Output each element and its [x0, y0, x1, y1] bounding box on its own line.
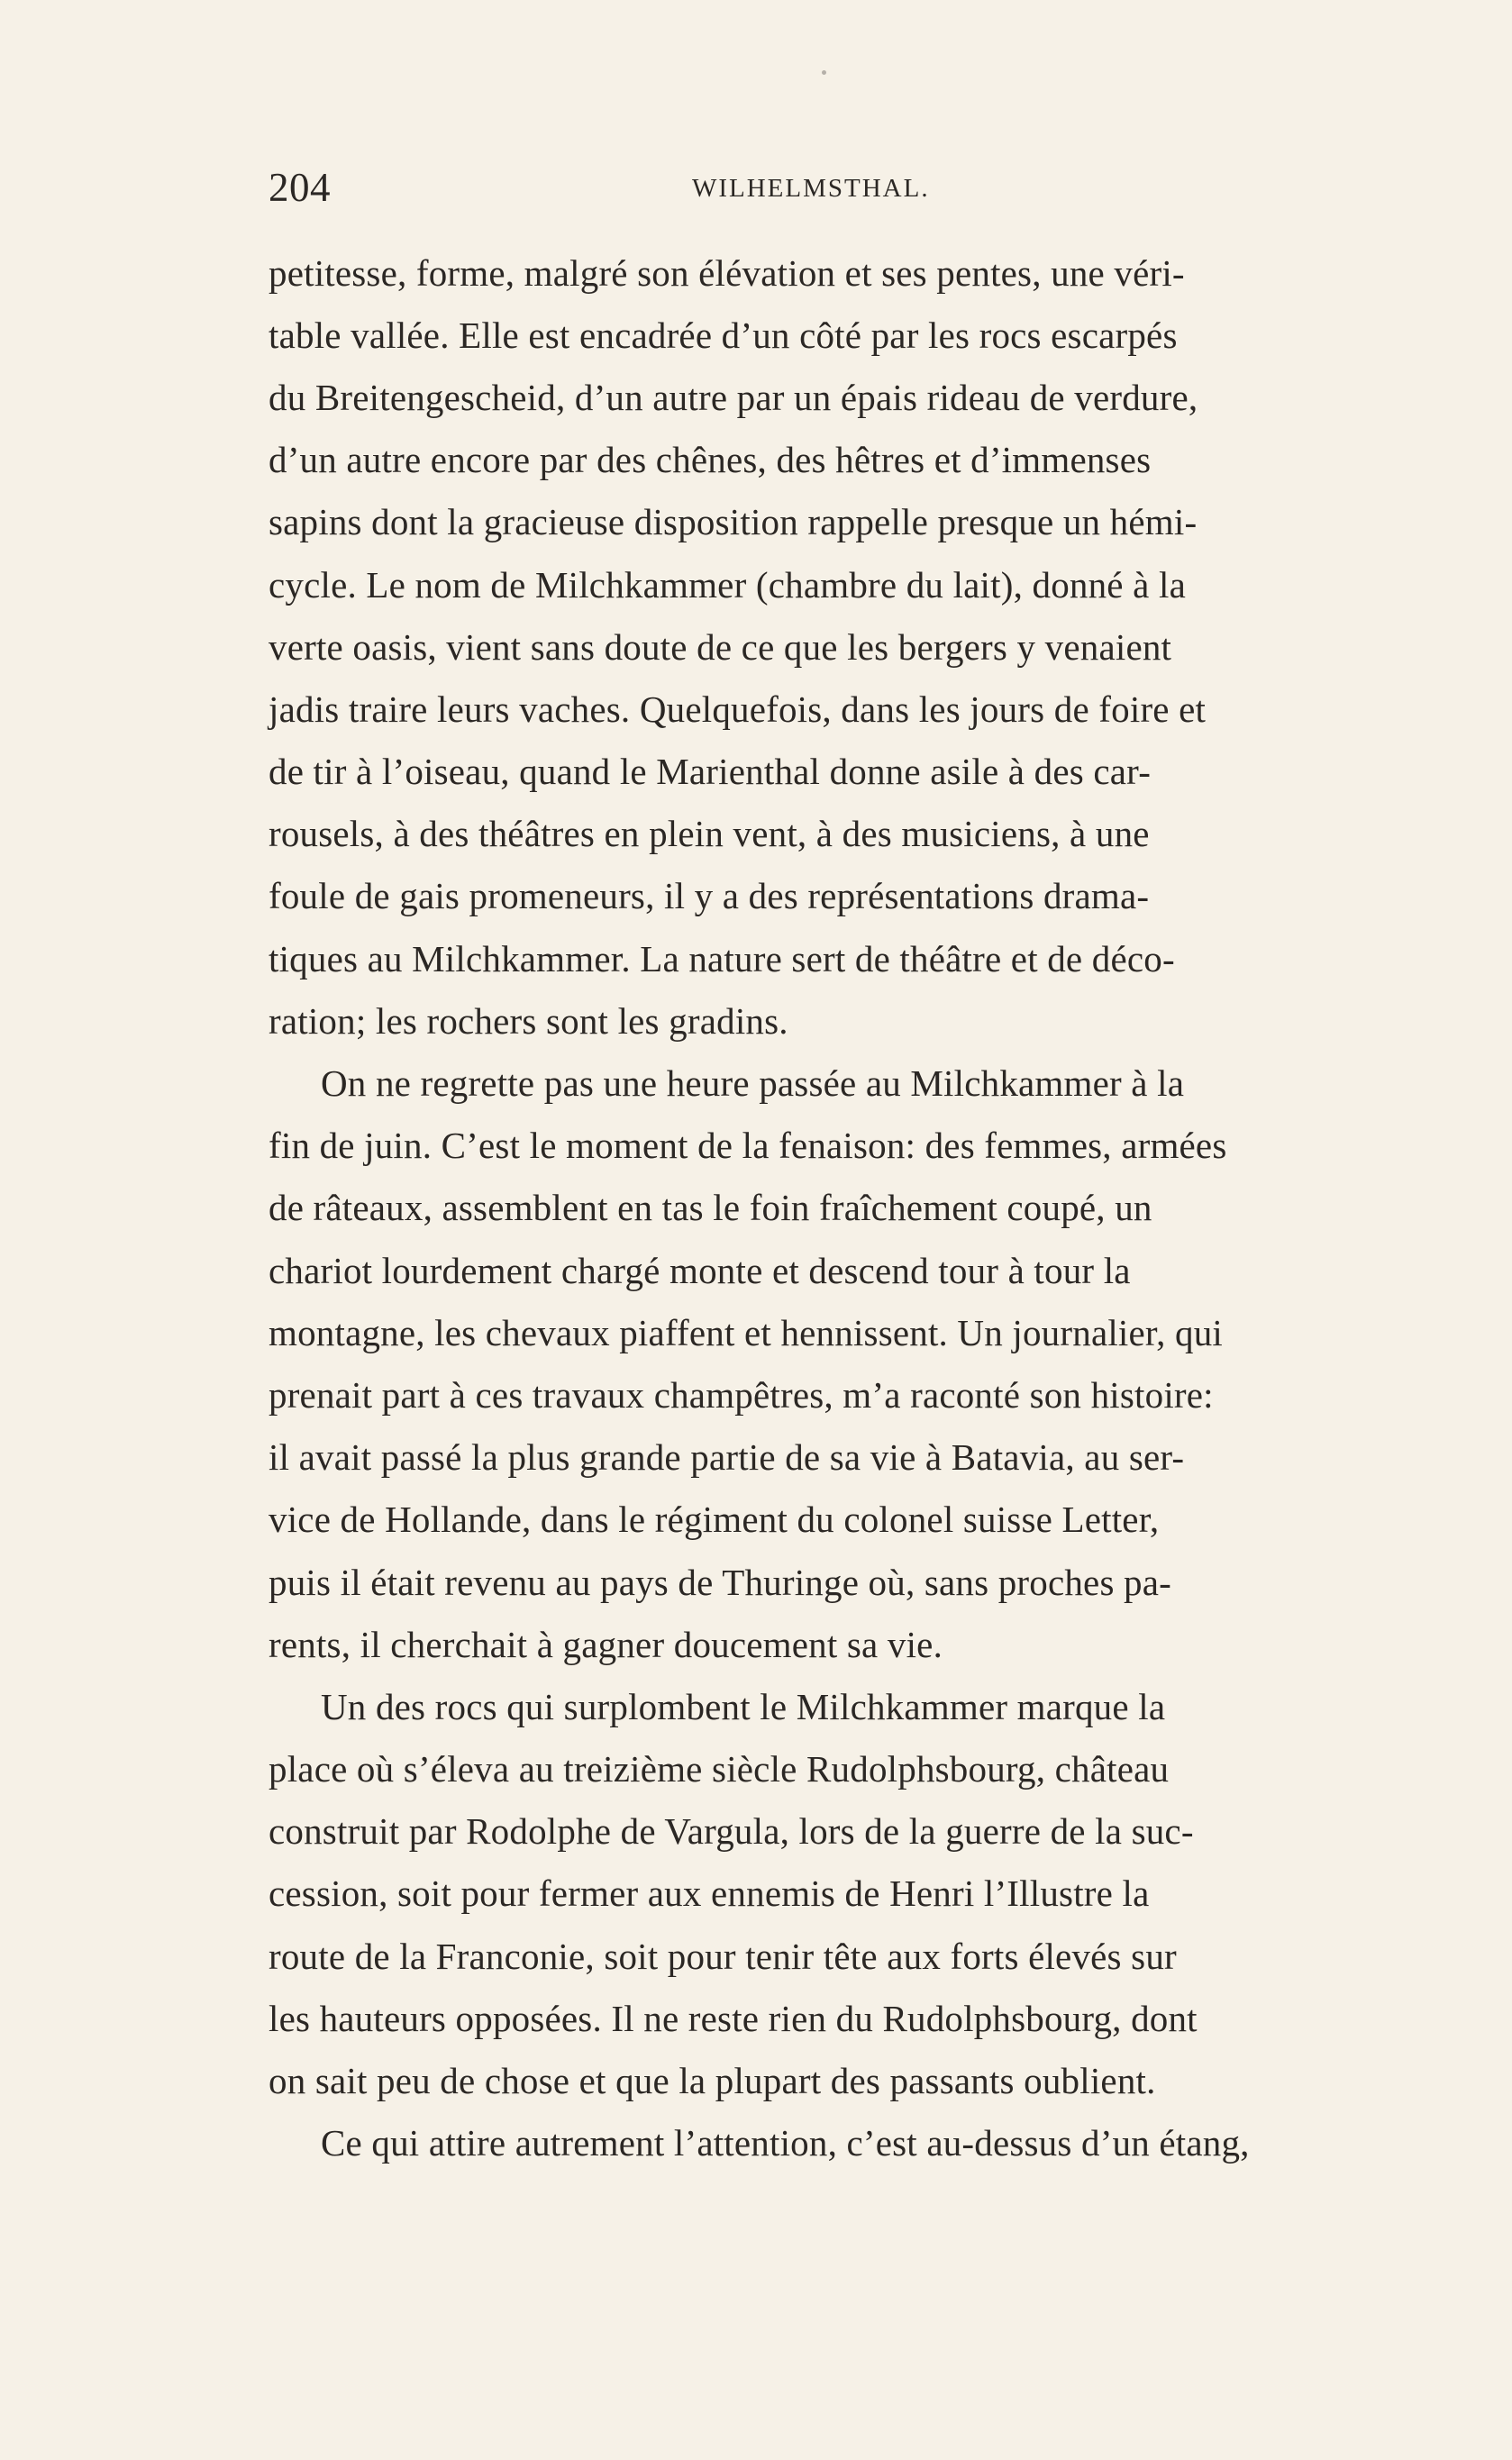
page-number: 204 — [269, 165, 331, 210]
running-head — [269, 160, 1406, 214]
text-line: chariot lourdement chargé monte et descend tour à tour la — [269, 1249, 1131, 1291]
text-line: rousels, à des théâtres en plein vent, à des musiciens, à une — [269, 813, 1150, 855]
text-line: rents, il cherchait à gagner doucement sa vie. — [269, 1623, 943, 1665]
text-line: Un des rocs qui surplombent le Milchkammer marque la — [321, 1685, 1166, 1727]
text-line: table vallée. Elle est encadrée d’un côté par les rocs escarpés — [269, 314, 1178, 356]
print-speck — [822, 70, 826, 75]
text-line: verte oasis, vient sans doute de ce que les bergers y venaient — [269, 625, 1172, 668]
text-line: puis il était revenu au pays de Thuringe où, sans proches pa- — [269, 1561, 1172, 1603]
text-line: prenait part à ces travaux champêtres, m’a raconté son histoire: — [269, 1373, 1214, 1416]
text-line: route de la Franconie, soit pour tenir tête aux forts élevés sur — [269, 1935, 1177, 1977]
text-line: de râteaux, assemblent en tas le foin fraîchement coupé, un — [269, 1187, 1152, 1229]
text-line: jadis traire leurs vaches. Quelquefois, dans les jours de foire et — [269, 688, 1207, 730]
text-line: construit par Rodolphe de Vargula, lors de la guerre de la suc- — [269, 1810, 1194, 1853]
text-line: cycle. Le nom de Milchkammer (chambre du lait), donné à la — [269, 563, 1186, 606]
text-line: foule de gais promeneurs, il y a des représentations drama- — [269, 875, 1150, 917]
text-line: petitesse, forme, malgré son élévation et ses pentes, une véri- — [269, 251, 1185, 294]
text-line: il avait passé la plus grande partie de sa vie à Batavia, au ser- — [269, 1436, 1185, 1479]
text-line: on sait peu de chose et que la plupart des passants oublient. — [269, 2060, 1156, 2102]
text-line: cession, soit pour fermer aux ennemis de Henri l’Illustre la — [269, 1872, 1150, 1915]
body-text — [269, 241, 1406, 2174]
text-line: d’un autre encore par des chênes, des hêtres et d’immenses — [269, 439, 1152, 481]
text-line: place où s’éleva au treizième siècle Rudolphsbourg, château — [269, 1748, 1170, 1790]
text-line: tiques au Milchkammer. La nature sert de théâtre et de déco- — [269, 937, 1175, 979]
text-line: Ce qui attire autrement l’attention, c’est au-dessus d’un étang, — [321, 2122, 1250, 2164]
text-line: du Breitengescheid, d’un autre par un épais rideau de verdure, — [269, 376, 1198, 418]
text-line: sapins dont la gracieuse disposition rappelle presque un hémi- — [269, 501, 1198, 543]
text-line: montagne, les chevaux piaffent et hennissent. Un journalier, qui — [269, 1311, 1224, 1353]
text-line: les hauteurs opposées. Il ne reste rien du Rudolphsbourg, dont — [269, 1997, 1198, 2039]
text-line: vice de Hollande, dans le régiment du colonel suisse Letter, — [269, 1499, 1160, 1541]
text-line: fin de juin. C’est le moment de la fenaison: des femmes, armées — [269, 1125, 1227, 1167]
text-line: On ne regrette pas une heure passée au Milchkammer à la — [321, 1062, 1185, 1105]
text-line: ration; les rochers sont les gradins. — [269, 999, 788, 1042]
running-title: WILHELMSTHAL. — [692, 174, 930, 203]
text-line: de tir à l’oiseau, quand le Marienthal donne asile à des car- — [269, 751, 1152, 793]
